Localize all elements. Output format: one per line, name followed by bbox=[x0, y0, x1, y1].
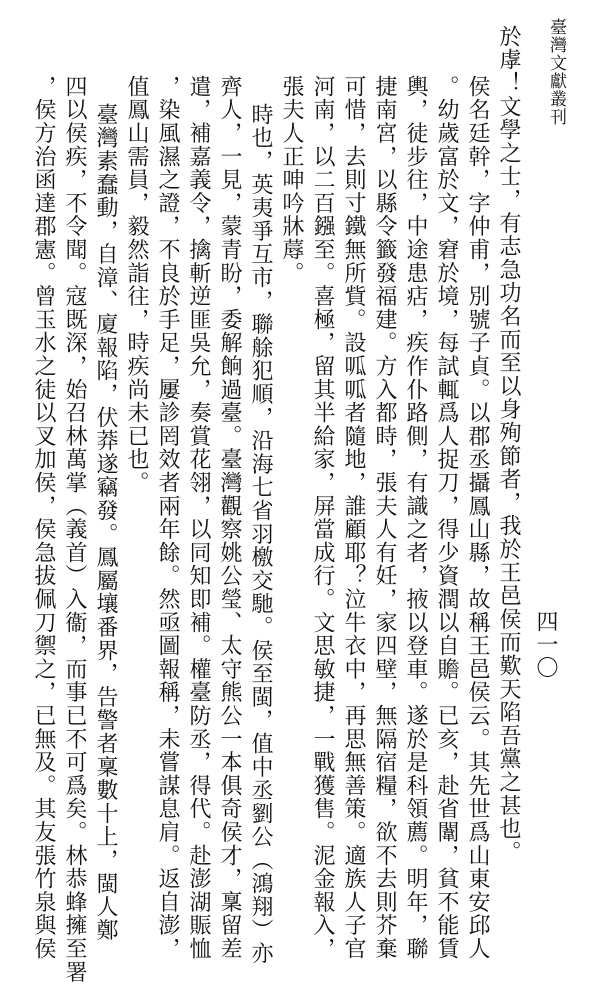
text-column: 可惜，去則寸鐵無所貲。設呱呱者隨地，誰顧耶？泣牛衣中，再思無善策。適族人子官 bbox=[341, 75, 366, 961]
text-column: 河南，以二百鏹至。喜極，留其半給家，屏當成行。文思敏捷，一戰獲售。泥金報入， bbox=[310, 75, 335, 961]
text-column: 值鳳山需員，毅然詣往，時疾尚未已也。 bbox=[124, 75, 149, 495]
text-column: ，染風濕之證，不良於手足，屢診罔效者兩年餘。然亟圖報稱，未嘗謀息肩。返自澎， bbox=[155, 75, 180, 961]
text-column: 張夫人正呻吟牀蓐。 bbox=[279, 75, 304, 285]
text-column: 臺灣素蠢動，自漳、廈報陷，伏莽遂竊發。鳳屬壤番界，告警者稟數十上，閩人鄭 bbox=[93, 103, 118, 942]
text-column: 遣，補嘉義令，擒斬逆匪吳允，奏賞花翎，以同知即補。權臺防丞，得代。赴澎湖賑恤 bbox=[186, 75, 211, 961]
text-column: 四以侯疾，不令聞。寇既深，始召林萬掌（義首）入衞，而事已不可爲矣。林恭蜂擁至署 bbox=[62, 75, 87, 984]
text-column: 捷南宮，以縣令籤發福建。方入都時，張夫人有妊，家四壁，無隔宿糧，欲不去則芥棄 bbox=[372, 75, 397, 961]
text-column: 。幼歲富於文，窘於境，每試輒爲人捉刀，得少資潤以自贍。已亥，赴省闈，貧不能賃 bbox=[434, 75, 459, 961]
text-column: 於虖！文學之士，有志急功名而至以身殉節者，我於王邑侯而歎天陷吾黨之甚也。 bbox=[496, 25, 521, 864]
text-column: 侯名廷幹，字仲甫，別號子貞。以郡丞攝鳳山縣，故稱王邑侯云。其先世爲山東安邱人 bbox=[465, 75, 490, 961]
text-column: 輿，徒步往，中途患痁，疾作仆路側，有識之者，掖以登車。遂於是科領薦。明年，聯 bbox=[403, 75, 428, 961]
text-column: ，侯方治函達郡憲。曾玉水之徒以叉加侯，侯急拔佩刀禦之，已無及。其友張竹泉與侯 bbox=[31, 75, 56, 961]
text-column: 齊人，一見，蒙青盼，委解餉過臺。臺灣觀察姚公瑩、太守熊公一本俱奇侯才，稟留差 bbox=[217, 75, 242, 961]
book-title: 臺灣文獻叢刊 bbox=[546, 18, 566, 126]
text-column: 時也，英夷爭互市，聯艅犯順，沿海七省羽檄交馳。侯至閩，值中丞劉公（鴻翔）亦 bbox=[248, 103, 273, 966]
page-number: 四一〇 bbox=[533, 610, 558, 679]
